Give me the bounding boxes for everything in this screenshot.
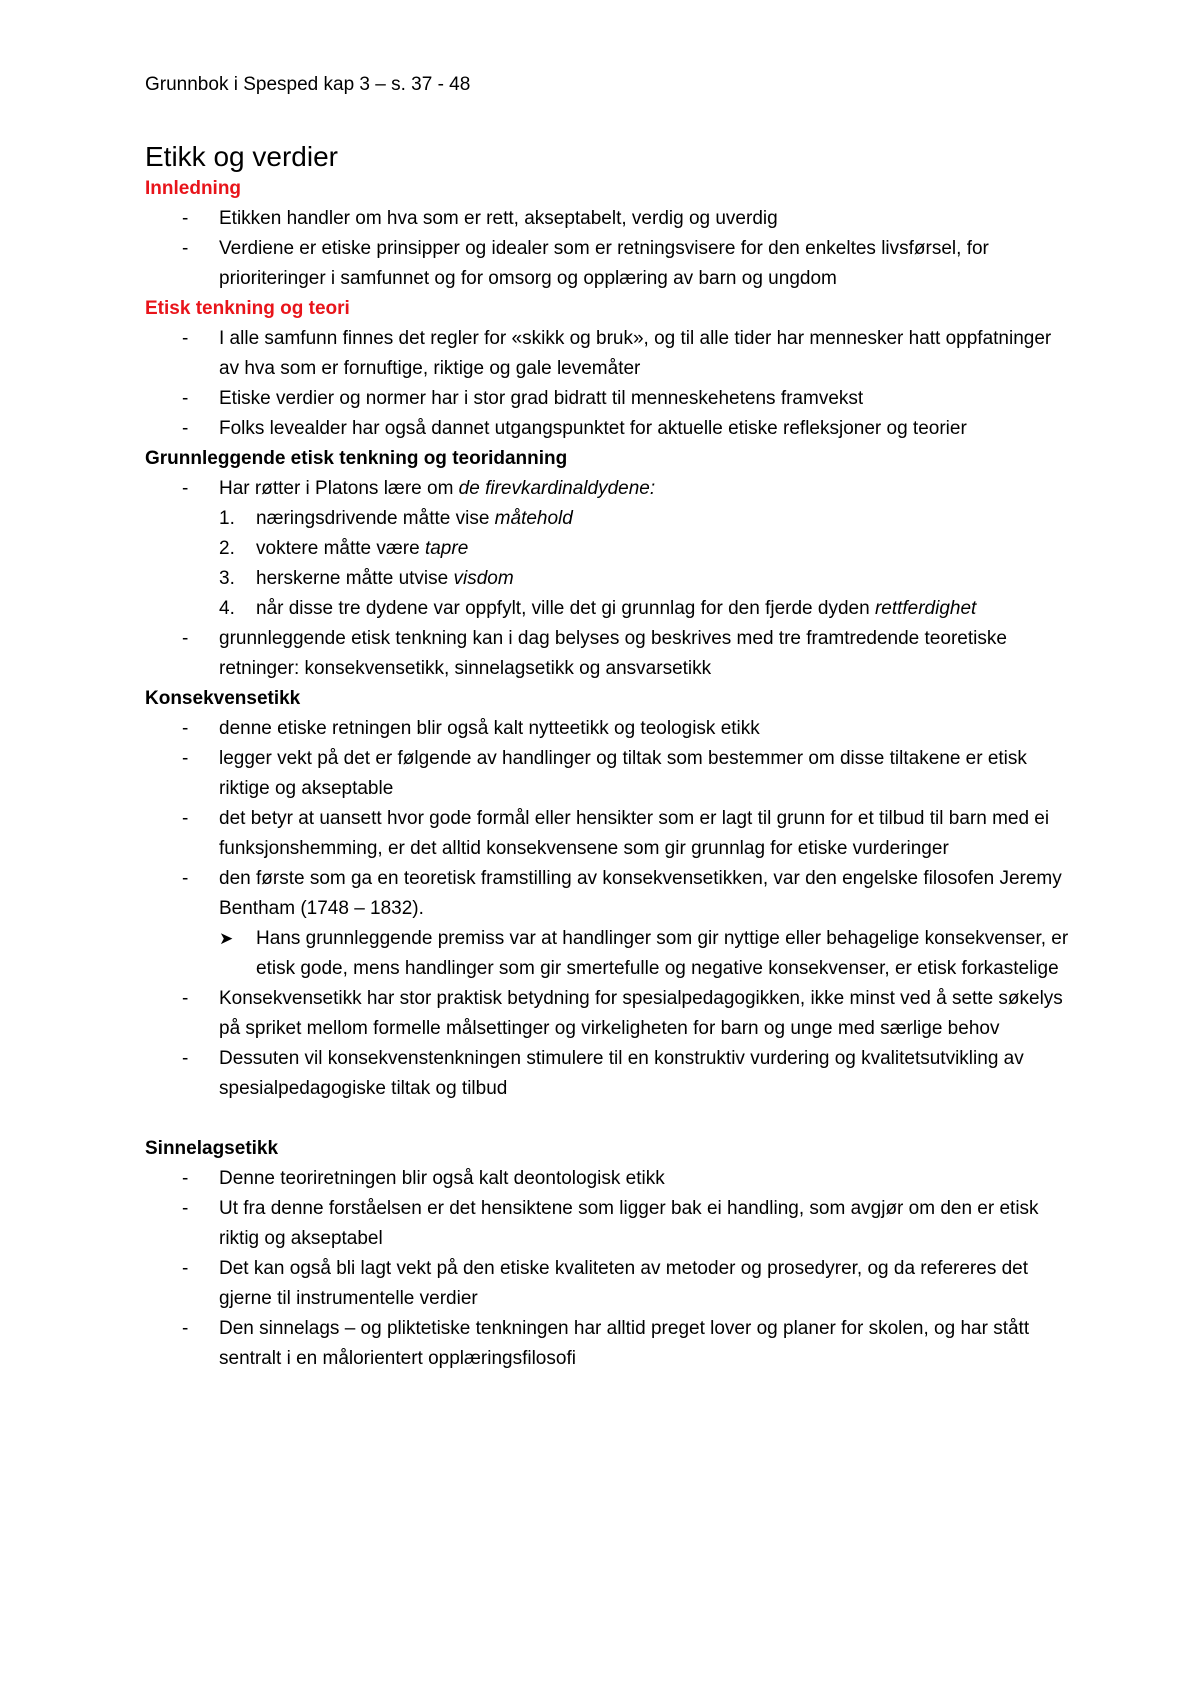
dash-marker: - [182, 808, 189, 829]
list-item [145, 714, 1075, 744]
numbered-item-text: voktere måtte være [256, 538, 425, 559]
document-page [145, 70, 1075, 1374]
list-item-text: Det kan også bli lagt vekt på den etiske kvaliteten av metoder og prosedyrer, og da refereres det gjerne til instrumentelle verdier [219, 1258, 1029, 1309]
dash-marker: - [182, 748, 189, 769]
list-item [145, 624, 1075, 684]
list-item-text: Denne teoriretningen blir også kalt deontologisk etikk [219, 1168, 665, 1189]
dash-marker: - [182, 208, 189, 229]
number-marker: 1. [219, 508, 235, 529]
list-item [145, 234, 1075, 294]
numbered-item-italic: rettferdighet [874, 598, 977, 619]
numbered-item-italic: måtehold [494, 508, 573, 529]
list-item-text: grunnleggende etisk tenkning kan i dag belyses og beskrives med tre framtredende teoretiske retninger: konsekvensetikk, sinnelagsetikk og ansvarsetikk [219, 628, 1007, 679]
list-item [145, 324, 1075, 384]
heading-sinnelagsetikk: Sinnelagsetikk [145, 1138, 279, 1159]
list-grunnleggende [145, 474, 1075, 684]
list-item-text: Den sinnelags – og pliktetiske tenkningen har alltid preget lover og planer for skolen, og har stått sentralt i en målorientert opplæringsfilosofi [219, 1318, 1030, 1369]
dash-marker: - [182, 238, 189, 259]
list-item-text: Har røtter i Platons lære om [219, 478, 459, 499]
list-etisk-tenkning [145, 324, 1075, 444]
list-item [145, 1044, 1075, 1104]
number-marker: 2. [219, 538, 235, 559]
dash-marker: - [182, 1318, 189, 1339]
numbered-item [219, 534, 1075, 564]
list-item [145, 1194, 1075, 1254]
numbered-item [219, 504, 1075, 534]
heading-innledning: Innledning [145, 178, 242, 199]
document-header: Grunnbok i Spesped kap 3 – s. 37 - 48 [145, 74, 471, 95]
list-item-text: Etikken handler om hva som er rett, akseptabelt, verdig og uverdig [219, 208, 778, 229]
list-item-text: Dessuten vil konsekvenstenkningen stimulere til en konstruktiv vurdering og kvalitetsutvikling av spesialpedagogiske tiltak og tilbud [219, 1048, 1024, 1099]
list-item [145, 384, 1075, 414]
list-sinnelagsetikk [145, 1164, 1075, 1374]
document-title: Etikk og verdier [145, 141, 338, 172]
list-item-text: legger vekt på det er følgende av handlinger og tiltak som bestemmer om disse tiltakene er etisk riktige og akseptable [219, 748, 1027, 799]
dash-marker: - [182, 388, 189, 409]
heading-konsekvensetikk: Konsekvensetikk [145, 688, 301, 709]
list-item [145, 984, 1075, 1044]
sub-list-item [219, 924, 1075, 984]
list-item-italic: de firevkardinaldydene: [458, 478, 656, 499]
sub-list-item-text: Hans grunnleggende premiss var at handlinger som gir nyttige eller behagelige konsekvenser, er etisk gode, mens handlinger som gir smertefulle og negative konsekvenser, er etisk forkastelige [256, 928, 1069, 979]
list-item [145, 474, 1075, 624]
list-item [145, 744, 1075, 804]
list-item-text: Ut fra denne forståelsen er det hensiktene som ligger bak ei handling, som avgjør om den er etisk riktig og akseptabel [219, 1198, 1039, 1249]
list-item-text: Verdiene er etiske prinsipper og idealer som er retningsvisere for den enkeltes livsførsel, for prioriteringer i samfunnet og for omsorg og opplæring av barn og ungdom [219, 238, 989, 289]
sub-list-bentham [219, 924, 1075, 984]
heading-grunnleggende: Grunnleggende etisk tenkning og teoridanning [145, 448, 568, 469]
list-item [145, 1254, 1075, 1314]
dash-marker: - [182, 418, 189, 439]
numbered-item-italic: visdom [453, 568, 514, 589]
dash-marker: - [182, 1198, 189, 1219]
list-item [145, 1164, 1075, 1194]
list-item-text: det betyr at uansett hvor gode formål eller hensikter som er lagt til grunn for et tilbud til barn med ei funksjonshemming, er det alltid konsekvensene som gir grunnlag for etiske vurderinger [219, 808, 1050, 859]
list-item-text: I alle samfunn finnes det regler for «skikk og bruk», og til alle tider har mennesker hatt oppfatninger av hva som er fornuftige, riktige og gale levemåter [219, 328, 1052, 379]
numbered-item-text: herskerne måtte utvise [256, 568, 454, 589]
list-item [145, 204, 1075, 234]
dash-marker: - [182, 868, 189, 889]
dash-marker: - [182, 628, 189, 649]
numbered-item [219, 564, 1075, 594]
dash-marker: - [182, 328, 189, 349]
numbered-item-text: når disse tre dydene var oppfylt, ville det gi grunnlag for den fjerde dyden [256, 598, 875, 619]
dash-marker: - [182, 1168, 189, 1189]
number-marker: 3. [219, 568, 235, 589]
list-innledning [145, 204, 1075, 294]
numbered-item-text: næringsdrivende måtte vise [256, 508, 495, 529]
list-item-text: den første som ga en teoretisk framstilling av konsekvensetikken, var den engelske filosofen Jeremy Bentham (1748 – 1832). [219, 868, 1062, 919]
list-konsekvensetikk [145, 714, 1075, 1104]
dash-marker: - [182, 988, 189, 1009]
list-item [145, 1314, 1075, 1374]
arrow-bullet-icon: ➤ [219, 929, 234, 948]
numbered-list-dyder [219, 504, 1075, 624]
list-item [145, 864, 1075, 984]
dash-marker: - [182, 1048, 189, 1069]
dash-marker: - [182, 718, 189, 739]
heading-etisk-tenkning: Etisk tenkning og teori [145, 298, 350, 319]
numbered-item [219, 594, 1075, 624]
list-item-text: denne etiske retningen blir også kalt nytteetikk og teologisk etikk [219, 718, 760, 739]
list-item [145, 414, 1075, 444]
list-item-text: Etiske verdier og normer har i stor grad bidratt til menneskehetens framvekst [219, 388, 864, 409]
numbered-item-italic: tapre [424, 538, 469, 559]
list-item-text: Folks levealder har også dannet utgangspunktet for aktuelle etiske refleksjoner og teorier [219, 418, 967, 439]
list-item-text: Konsekvensetikk har stor praktisk betydning for spesialpedagogikken, ikke minst ved å sette søkelys på spriket mellom formelle målsettinger og virkeligheten for barn og unge med særlige behov [219, 988, 1063, 1039]
number-marker: 4. [219, 598, 235, 619]
dash-marker: - [182, 1258, 189, 1279]
list-item [145, 804, 1075, 864]
dash-marker: - [182, 478, 189, 499]
